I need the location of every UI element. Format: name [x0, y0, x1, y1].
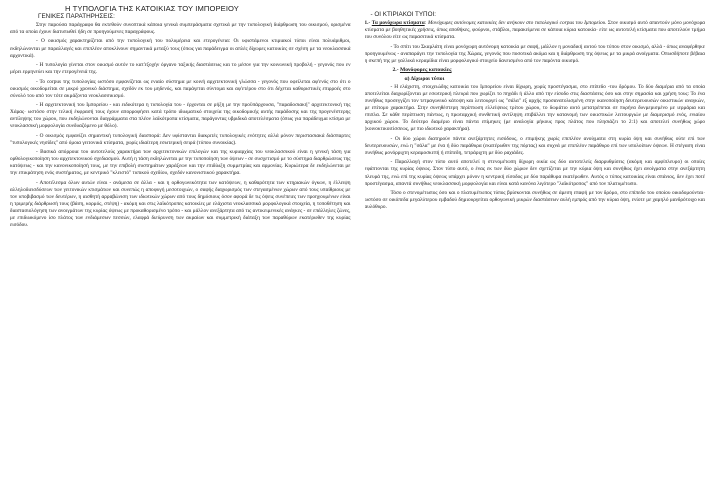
paragraph: - Οι δύο χώροι διατηρούν πάντα ανεξάρτητες εισόδους, ο επιμήκης χωρίς επιπλέον ανοίγματα στη κυρία όψη και συνήθως ούτε επί των δευτερευουσών, ενώ η "σάλα" με ένα ή δύο παράθυρα (εκατέρωθεν της πόρτας) και συχνά με επιπλέον παράθυρο επί των υπολοίπων όψεων. Η στέγαση είναι συνήθως μονόρριχτη κεραμοσκεπή ή επίπεδη, τετράριχτη με δύο ραχιάδες. [364, 135, 705, 156]
subheading-text: : Μονόχωρες αυτόνομες κατοικίες δεν ανήκουν στο τυπολογικό corpus του Ιμπορείου. [424, 20, 607, 26]
section-heading-general-remarks: ΓΕΝΙΚΕΣ ΠΑΡΑΤΗΡΗΣΕΙΣ: [38, 13, 115, 20]
right-column [365, 4, 706, 500]
paragraph: - Η αρχιτεκτονική του Ιμπορείου - και ειδικότερα η τυπολογία του - έρχονται σε ρήξη με την προϋπάρχουσα, "παραδοσιακή" αρχιτεκτονική της Χάρας· ωστόσο στην τελική έκφρασή τους έχουν απορροφήσει κατά τρόπο ιδιωματικό στοιχεία της οικοδομικής αυτής παράδοσης και της προγενέστερης αντίληψης του χώρου, που εκδηλώνονται διαγράμματα στα πλέον λαϊκότροπα κτίσματα, παράγοντας υβριδικά αποτελέσματα (όπως για παράδειγμα κτίσμα με νεοκλασσική μορφολογία συνδυαζόμενο με θόλο). [10, 102, 351, 130]
paragraph: - Το corpus της τυπολογίας ωστόσο εμφανίζεται ως ενιαίο σύστημα με κοινή αρχιτεκτονική γλώσσα - γεγονός που οφείλεται αφ'ενός στο ότι ο οικισμός οικοδομείται σε μικρό χρονικό διάστημα, σχεδόν εκ του μηδενός, και παράγεται σύντομα και αφ'ετέρου στο ότι δέχεται καθοριστικές επιρροές στο σύνολό του από τον τότε ακμάζοντα νεοκλασσικισμό. [10, 78, 351, 99]
left-column [10, 4, 351, 500]
subheading-single-room [365, 20, 706, 41]
paragraph: - Η τυπολογία γίνεται στον οικισμό αυτόν το κατ'εξοχήν όργανο ταξικής διαστάσεως και το μέσον για την κοινωνική προβολή - γεγονός που εν μέρει ερμηνεύει και την ετερογένειά της. [10, 62, 351, 76]
subheading-label: Μονόφορες κατοικίες [399, 67, 452, 74]
paragraph: - Ο οικισμός εμφανίζει σημαντική τυπολογική διασπορά: Δεν υφίστανται διακριτές τυπολογικές ενότητες αλλά μόνον περιστασιακά διάσπαρτες "τυπολογικές νησίδες" από όμοια γειτονικά κτίσματα, χωρίς ιδιαίτερη εσωτερική σειρά (τύπου συνοικίας). [10, 132, 351, 146]
paragraph: Στην παρούσα παράγραφο θα εκτεθούν συνοπτικά κάποια γενικά συμπεράσματα σχετικά με την τυπολογική διάρθρωση του οικισμού, ορισμένα από τα οποία έχουν διατυπωθεί ήδη σε προηγούμενες παραγράφους. [10, 22, 351, 36]
paragraph: Τόσο ο στενομέτωπος όσο και ο πλατυμέτωπος τύπος βρίσκονται συνήθως σε άμεση επαφή με τον δρόμο, στο επίπεδο του οποίου οικοδομούνται· ωστόσο σε οικόπεδα μεγαλύτερου εμβαδού δημιουργείται ορθογωνική μικρών διαστάσεων αυλή εμπρός από την κύρια όψη, ενίοτε με χαμηλό μανδρότοιχο και αυλόθυρο. [364, 189, 705, 211]
paragraph: - Η ελάχιστη, στοιχειώδης κατοικία του Ιμπορείου είναι δίχωρη, χωρίς προστέγασμα, στο επίπεδο -του δρόμου. Το δύο διαμέρια από τα οποία αποτελείται διαχωρίζονται με εσωτερική πλευρά που χωρίζει το πηγάδι ή άλλο από την είσοδο στις διαστάσεις όσο και στην σημασία και χρήση τους: Το ένα συνήθως προσεγγίζει τον τετραγωνικό κάτοψη και λειτουργεί ως "σάλα" εξ αρχής προσανατολισμένη στην ικανοποίηση δευτερευουσών οικιστικών αναγκών, με επίτομο χαρακτήρα. Στην συνηθέστερη περίπτωση ελλείψεως τρίτου χώρου, το δωμάτιο αυτό μετατρέπεται σε πυρήνα δυνμερισμένο με ιερμάρια και επιπλα. Σε κάθε περίπτωση πάντως, η πρωταρχική συνθετική αντίληψη επιβάλλει την κατανομή των οικιστικών λειτουργιών με διαμερισμό ενός, ενιαίου αρχικού χώρου. Το δεύτερο διαμέριο είναι πάντα επίμηκες (με αναλογία μήκους προς πλάτος που πλησιάζει το 2:1) και αποτελεί συνήθως χώρο (κοινοκτικοιτίσσεως, με πιο ιδιωτικό χαρακτήρα). [364, 84, 705, 133]
subheading-label: α) Δίχωροι τύποι [404, 75, 445, 82]
subheading-two-room-types [405, 76, 706, 83]
section-heading-building-types: - ΟΙ ΚΤΙΡΙΑΚΟΙ ΤΥΠΟΙ: [370, 11, 436, 18]
subheading-label: Τα μονόχωρα κτίσματα [371, 20, 425, 26]
subheading-number: 1.- [364, 20, 371, 26]
paragraph: - Αποτέλεσμα όλων αυτών είναι - ανάμεσα σε άλλα - και η ορθογωνικότητα των κατόψεων, η καθαρότητα των κτηριακών όγκων, η έλλειψη αλληλοδιεισδύσεων των γειτονικών κτισμάτων και συνεπώς η αποφυγή μεσοτοιχιών, ο σαφής διαχωρισμός των στεγασμένων χώρων από τους υπαίθριους με τον υποβιβασμό των δευτέρων, η αισθητή αρραβώνιση των ιδιωτικών χώρων από τους δημόσιους όσον αφορά δε τις όψεις συνέπειες των προηγουμένων είναι η τριμερής διάρθρωσή τους (βάση, κορμός, στέψη) - ακόμη και στις λαϊκότροπες κατοικίες με ελάχιστα νεοκλασσικά μορφολογικά στοιχεία, η τοποθέτηση και διαστασιολόγηση των ανοιγμάτων της κυρίας όψεως με προκαθορισμένο τρόπο - και μάλλον ανεξάρτητα από τις αντικειμενικές ανάγκες - σε επάλληλες ζώνες, με επιδιωκόμενο ίσο πλάτος των ενδιάμεσων πεσσών, ελαφρά διεύρυνση των ακραίων και συμμετρική διάταξη των παραθύρων εκατέρωθεν της κυρίας εισόδου. [10, 179, 351, 228]
paragraph: - Βασικά απόρροια του αυτοτελούς χαρακτήρα των αρχιτεκτονικών επιλογών και της κυριαρχίας του νεοκλασσικού είναι η γενική τάση για ορθολογικοποίηση του αρχιτεκτονικού σχεδιασμού. Αυτή η τάση εκδηλώνεται με την τυποποίηση των όψεων - σε συσχετισμό με το σύστημα διαρθρώσεως της κατόψεως - και την κανονικοποίησή τους, με την επιβολή συστημάτων χαράξεων και την επιδίωξη συμμετρίας και αρμονίας. Κυριώτερα δε εκδηλώνεται με την επικράτηση ενός συστήματος, με κεντρικό "κλειστό" τυπικού σχεδίου, σχεδόν κανονιστικού χαρακτήρα. [10, 149, 351, 177]
paragraph: Στον οικισμό αυτό απαντούν μόνο μονόχωρα κτίσματα με βοηθητικές χρήσεις, όπως αποθήκες, φούρνοι, στάβλοι, παρακείμενα σε κάποια κύρια κατοικία· είτε ως αυτοτελή κτίσματα που αποτελούν τμήμα του συνόλου είτε ως παρασιτικά κτίσματα. [364, 20, 705, 41]
paragraph: - Παραλλαγή στον τύπο αυτό αποτελεί η στενομέτωπη δίχωρη οικία ως δύο αυτοτελείς διαρρυθμίσεις (ακόμη και αμφίπλευρο) οι οποίες εφάπτονται της κυρίας όψεως. Στον τύπο αυτό, ο ένας εκ των δύο χώρων δεν σχετίζεται με την κύρια όψη και συνήθως έχει ανοίγματα στην ανεξάρτητη πλευρά της, ενώ επί της κυρίας όψεως υπάρχει μόνον η κεντρική είσοδος με δύο παράθυρα εκατέρωθεν. Αυτός ο τύπος κατοικίας είναι σπάνιος, δεν έχει ποτέ προστέγασμα, απαντά συνήθως νεοκλασσική μορφολογία και είναι κατά κανόνα λιγότερο "λαϊκότροπος" από τον πλατυμέτωπο. [364, 159, 705, 187]
paragraph: - Ο οικισμός χαρακτηρίζεται από την τυπολογική του πολυμέρεια και ετερογένεια: Οι υφιστάμενοι κτιριακοί τύποι είναι πολυάριθμοι, εκδηλώνονται με παραλλαγές και επιπλέον αποκλίνουν σημαντικά μεταξύ τους (όπως για παράδειγμα οι απλές δίχωρες κατοικίες σε σχέση με τα νεοκλασσικά αρχοντικά). [10, 38, 351, 59]
subheading-number: 2.- [392, 67, 399, 74]
page-title: Η ΤΥΠΟΛΟΓΙΑ ΤΗΣ ΚΑΤΟΙΚΙΑΣ ΤΟΥ ΙΜΠΟΡΕΙΟΥ [65, 4, 239, 13]
paragraph: - Το σπίτι του Σκαρλάτη είναι μονόχωρη αυτόνομη κατοικία με σαφή, μάλλον η μοναδική αυτού του τύπου στον οικισμό, αλλά - όπως αναφέρθηκε προηγουμένως - αναπαράγει την τυπολογία της Χώρας, γεγονός που ποσοτικά ακόμα και η διάρθρωση της όψεως με τα μικρά ανοίγματα. Οπωσδήποτε βέβαια η σκεπή της με γαλλικά κεραμίδια είναι μορφολογικό στοιχείο δανεισμένο από τον παρόντα οικισμό. [364, 43, 705, 64]
subheading-single-facade-houses [393, 67, 706, 74]
